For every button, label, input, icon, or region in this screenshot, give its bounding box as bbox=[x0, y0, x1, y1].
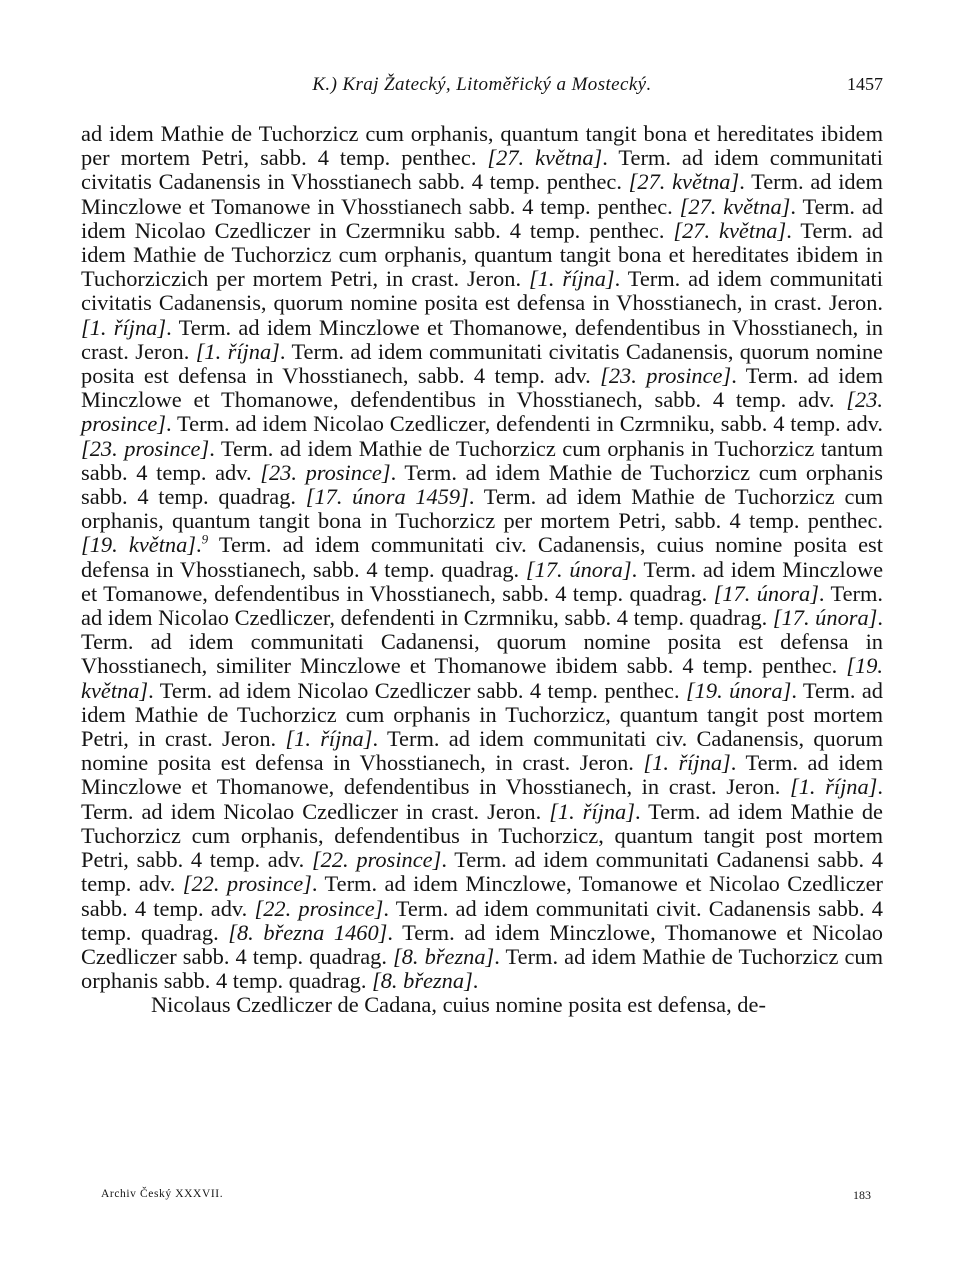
text-run: Nicolaus Czedliczer de Cadana, cuius nomine posita est defensa, de- bbox=[151, 992, 766, 1018]
date-annotation: [19. května] bbox=[81, 532, 197, 558]
text-run: . Term. ad idem Nicolao Czedliczer, defendenti in Czrmniku, sabb. 4 temp. adv. bbox=[166, 411, 883, 437]
text-run: . bbox=[472, 968, 479, 994]
page-header bbox=[81, 70, 883, 104]
date-annotation: [1. října] bbox=[549, 798, 635, 824]
text-run: . bbox=[196, 532, 202, 558]
text-run: . Term. ad idem communitati civitatis Cadanensis, quorum nomine posita est defensa in Vhosstianech, sabb. 4 temp. adv. bbox=[81, 338, 883, 389]
text-run: . Term. ad idem Nicolao Czedliczer, defendenti in Czrmniku, sabb. 4 temp. quadrag. bbox=[81, 580, 884, 631]
paragraph bbox=[81, 122, 883, 993]
printer-signature: Archiv Český XXXVII. bbox=[101, 1188, 224, 1200]
text-run: . Term. ad idem communitati civ. Cadanensis, quorum nomine posita est defensa in Vhosstianech, in crast. Jeron. bbox=[81, 726, 883, 776]
date-annotation: [23. prosince] bbox=[260, 459, 391, 485]
date-annotation: [1. října] bbox=[528, 266, 615, 292]
text-run: . Term. ad idem Nicolao Czedliczer in crast. Jeron. bbox=[81, 774, 883, 824]
text-run: . Term. ad idem Mathie de Tuchorzicz cum orphanis, quantum tangit bona et hereditates ibidem in Tuchorziczich per mortem Petri, in crast. Jeron. bbox=[81, 217, 883, 292]
text-run: . Term. ad idem Minczlowe et Tomanowe, defendentibus in Vhosstianech, sabb. 4 temp. quadrag. bbox=[81, 556, 884, 606]
date-annotation: [17. února] bbox=[525, 556, 632, 582]
text-run: . Term. ad idem Minczlowe et Thomanowe, defendentibus in Vhosstianech, in crast. Jeron. bbox=[81, 314, 883, 364]
date-annotation: [23. prosince] bbox=[600, 363, 732, 389]
date-annotation: [1. října] bbox=[195, 338, 280, 364]
footnote-reference: 9 bbox=[201, 531, 209, 547]
date-annotation: [23. prosince] bbox=[81, 387, 883, 437]
document-page bbox=[81, 70, 883, 1018]
date-annotation: [17. února] bbox=[772, 605, 878, 631]
date-annotation: [1. října] bbox=[81, 314, 167, 340]
date-annotation: [17. února] bbox=[713, 580, 819, 606]
text-run: ad idem Mathie de Tuchorzicz cum orphanis, quantum tangit bona et hereditates ibidem per mortem Petri, sabb. 4 temp. penthec. bbox=[81, 121, 883, 171]
date-annotation: [19. května] bbox=[81, 653, 883, 703]
text-run: . Term. ad idem Mathie de Tuchorzicz cum orphanis sabb. 4 temp. quadrag. bbox=[81, 943, 884, 994]
running-title: K.) Kraj Žatecký, Litoměřický a Mostecký. bbox=[312, 74, 652, 95]
date-annotation: [22. prosince] bbox=[311, 847, 442, 873]
text-run: . Term. ad idem Minczlowe, Tomanowe et Nicolao Czedliczer sabb. 4 temp. adv. bbox=[81, 871, 883, 921]
sheet-signature: 183 bbox=[853, 1188, 871, 1202]
date-annotation: [22. prosince] bbox=[254, 895, 384, 921]
paragraph bbox=[81, 993, 883, 1017]
date-annotation: [8. března] bbox=[393, 943, 495, 969]
text-run: . Term. ad idem communitati civit. Cadanensis sabb. 4 temp. quadrag. bbox=[81, 895, 883, 945]
page-number: 1457 bbox=[847, 74, 883, 94]
date-annotation: [1. října] bbox=[285, 726, 373, 752]
text-run: . Term. ad idem communitati Cadanensi sabb. 4 temp. adv. bbox=[81, 847, 883, 897]
page-footer bbox=[81, 1188, 883, 1208]
date-annotation: [1. října] bbox=[789, 774, 878, 800]
date-annotation: [27. května] bbox=[673, 217, 787, 243]
text-run: . Term. ad idem Minczlowe et Tomanowe in Vhosstianech sabb. 4 temp. penthec. bbox=[81, 169, 883, 219]
text-run: . Term. ad idem Minczlowe et Thomanowe, defendentibus in Vhosstianech, sabb. 4 temp. adv. bbox=[81, 363, 883, 413]
date-annotation: [1. října] bbox=[643, 750, 731, 776]
date-annotation: [23. prosince] bbox=[81, 435, 210, 461]
text-run: . Term. ad idem communitati civitatis Cadanensis in Vhosstianech sabb. 4 temp. penthec. bbox=[81, 145, 883, 195]
date-annotation: [8. března 1460] bbox=[228, 919, 388, 945]
date-annotation: [22. prosince] bbox=[182, 871, 312, 897]
text-run: . Term. ad idem Nicolao Czedliczer in Czermniku sabb. 4 temp. penthec. bbox=[81, 193, 884, 243]
text-run: . Term. ad idem Mathie de Tuchorzicz cum orphanis in Tuchorzicz tantum sabb. 4 temp. adv. bbox=[81, 435, 883, 485]
text-run: . Term. ad idem Mathie de Tuchorzicz cum orphanis sabb. 4 temp. quadrag. bbox=[81, 459, 883, 510]
date-annotation: [27. května] bbox=[679, 193, 791, 219]
text-run: . Term. ad idem Minczlowe et Thomanowe, defendentibus in Vhosstianech, in crast. Jeron. bbox=[81, 750, 883, 800]
date-annotation: [27. května] bbox=[628, 169, 740, 195]
body-text bbox=[81, 104, 883, 1018]
text-run: . Term. ad idem Mathie de Tuchorzicz cum orphanis, defendentibus in Tuchorzicz, quantum tangit post mortem Petri, sabb. 4 temp. adv. bbox=[81, 798, 883, 873]
date-annotation: [8. března] bbox=[372, 968, 473, 994]
text-run: . Term. ad idem Minczlowe, Thomanowe et Nicolao Czedliczer sabb. 4 temp. quadrag. bbox=[81, 919, 883, 969]
date-annotation: [17. února 1459] bbox=[305, 484, 469, 510]
text-run: . Term. ad idem communitati Cadanensi, quorum nomine posita est defensa in Vhosstianech, similiter Minczlowe et Thomanowe ibidem sabb. 4 temp. penthec. bbox=[81, 605, 884, 679]
date-annotation: [19. února] bbox=[685, 677, 792, 703]
text-run: Term. ad idem communitati civ. Cadanensis, cuius nomine posita est defensa in Vhosstianech, sabb. 4 temp. quadrag. bbox=[81, 532, 883, 582]
text-run: . Term. ad idem Nicolao Czedliczer sabb. 4 temp. penthec. bbox=[148, 677, 686, 703]
date-annotation: [27. května] bbox=[487, 145, 603, 171]
text-run: . Term. ad idem Mathie de Tuchorzicz cum orphanis in Tuchorzicz, quantum tangit post mortem Petri, in crast. Jeron. bbox=[81, 677, 883, 752]
text-run: . Term. ad idem Mathie de Tuchorzicz cum orphanis, quantum tangit bona in Tuchorzicz per mortem Petri, sabb. 4 temp. penthec. bbox=[81, 484, 883, 534]
text-run: . Term. ad idem communitati civitatis Cadanensis, quorum nomine posita est defensa in Vhosstianech, in crast. Jeron. bbox=[81, 266, 883, 316]
